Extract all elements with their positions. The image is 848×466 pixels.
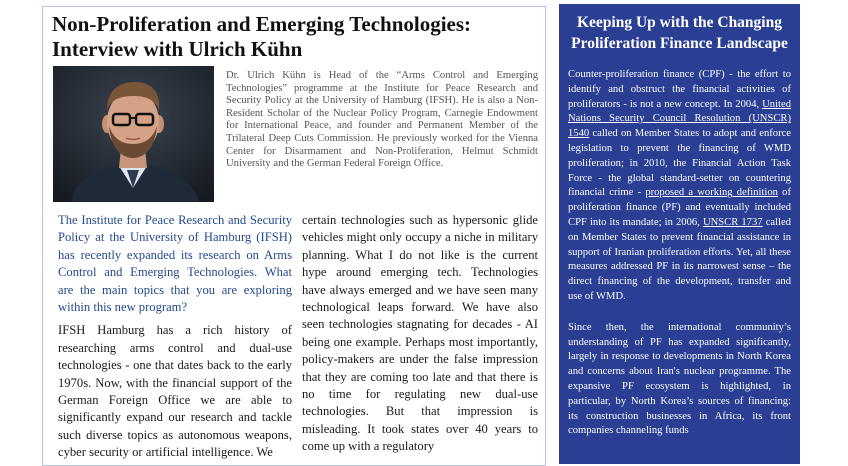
sidebar-title-line-2: Proliferation Finance Landscape	[571, 35, 788, 52]
sidebar-p1-text-a: Counter-proliferation finance (CPF) - the effort to identify and obstruct the financial activities of proliferators - is not a new concept. In 2004,	[568, 69, 791, 110]
article-title	[52, 12, 532, 62]
article-title-line-1: Non-Proliferation and Emerging Technologies:	[52, 12, 472, 36]
working-definition-link[interactable]: proposed a working definition	[645, 187, 778, 199]
unscr-1540-link[interactable]: United Nations Security Council Resolution (UNSCR) 1540	[568, 98, 791, 140]
sidebar-title-line-1: Keeping Up with the Changing	[577, 14, 782, 31]
author-bio: Dr. Ulrich Kühn is Head of the “Arms Control and Emerging Technologies” programme at the Institute for Peace Research and Security Policy at the University of Hamburg (IFSH). He is also a Non-Resident Scholar of the Nuclear Policy Program, Carnegie Endowment for International Peace, and founder and Permanent Member of the Trilateral Deep Cuts Commission. He previously worked for the Vienna Center for Disarmament and Non-Proliferation, Helmut Schmidt University and the German Federal Foreign Office.	[226, 70, 538, 170]
sidebar-panel	[559, 4, 800, 464]
sidebar-paragraph-1	[568, 68, 791, 305]
interview-answer-part-1: IFSH Hamburg has a rich history of researching arms control and dual-use technologies - one that dates back to the early 1970s. Now, with the financial support of the German Foreign Office we are able to significantly expand our research and tackle such diverse topics as autonomous weapons, cyber security or artificial intelligence. We	[58, 323, 292, 460]
article-title-line-2: Interview with Ulrich Kühn	[52, 37, 303, 61]
sidebar-paragraph-2: Since then, the international community’s understanding of PF has expanded significantly, largely in response to developments in North Korea and concerns about Iran's nuclear programme. The expansive PF ecosystem is highlighted, in particular, by North Korea’s sources of financing: its construction businesses in Africa, its front companies channeling funds	[568, 321, 791, 437]
sidebar-p1-text-d: called on Member States to prevent financial assistance in support of Iranian proliferation efforts. Yet, all these measures addressed PF in its narrowest sense – the direct financing of the development, transfer and use of WMD.	[568, 216, 791, 302]
sidebar-title	[568, 12, 791, 54]
article-column-left	[58, 212, 292, 462]
sidebar-p1-text-b: called on Member States to adopt and enforce legislation to prevent the financing of WMD proliferation; in 2010, the Financial Action Task Force - the global standard-setter on countering financial crime -	[568, 128, 791, 199]
interview-answer-part-2: certain technologies such as hypersonic glide vehicles might only occupy a niche in military planning. What I do not like is the current hype around emerging tech. Technologies have always emerged and we have seen many technological leaps forward. We have also seen technologies stagnating for decades - AI being one example. Perhaps most importantly, policy-makers are under the false impression that they are coming too late and that there is no time for regulating new dual-use technologies. But that impression is misleading. It took states over 40 years to come up with a regulatory	[302, 213, 538, 454]
unscr-1737-link[interactable]: UNSCR 1737	[702, 216, 763, 228]
portrait-photo	[53, 66, 214, 202]
sidebar-p1-text-c: of proliferation finance (PF) and eventually included CPF into its mandate; in 2006,	[568, 187, 791, 228]
interview-question: The Institute for Peace Research and Security Policy at the University of Hamburg (IFSH) has recently expanded its research on Arms Control and Emerging Technologies. What are the main topics that you are exploring within this new program?	[58, 213, 292, 315]
article-column-middle	[302, 212, 538, 456]
